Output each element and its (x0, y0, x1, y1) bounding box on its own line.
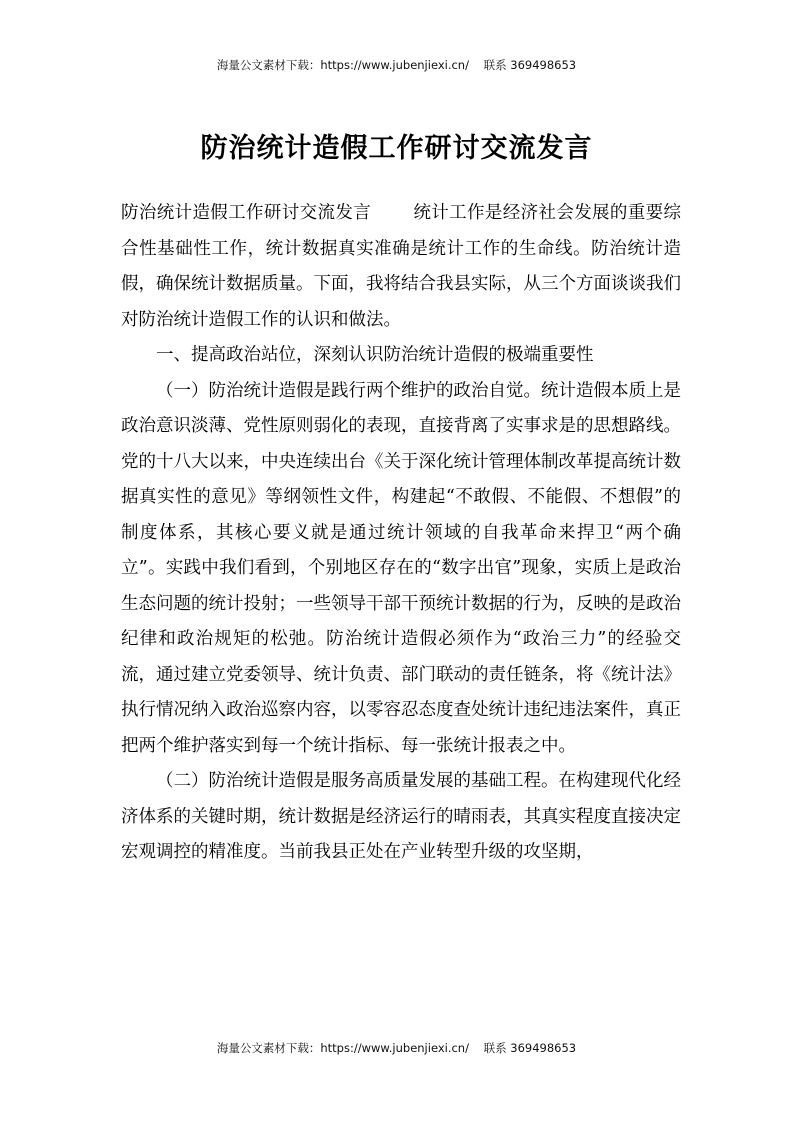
header-contact-label: 联系 369498653 (483, 58, 577, 72)
page-header (0, 57, 793, 73)
paragraph-1: （一）防治统计造假是践行两个维护的政治自觉。统计造假本质上是政治意识淡薄、党性原则弱化的表现，直接背离了实事求是的思想路线。党的十八大以来，中央连续出台《关于深化统计管理体制改革提高统计数据真实性的意见》等纲领性文件，构建起“不敢假、不能假、不想假”的制度体系，其核心要义就是通过统计领域的自我革命来捍卫“两个确立”。实践中我们看到，个别地区存在的“数字出官”现象，实质上是政治生态问题的统计投射；一些领导干部干预统计数据的行为，反映的是政治纪律和政治规矩的松弛。防治统计造假必须作为“政治三力”的经验交流，通过建立党委领导、统计负责、部门联动的责任链条，将《统计法》执行情况纳入政治巡察内容，以零容忍态度查处统计违纪违法案件，真正把两个维护落实到每一个统计指标、每一张统计报表之中。 (121, 380, 681, 756)
header-site-label: 海量公文素材下载：https://www.jubenjiexi.cn/ (216, 58, 469, 72)
footer-contact-label: 联系 369498653 (483, 1041, 577, 1055)
section-1-heading: 一、提高政治站位，深刻认识防治统计造假的极端重要性 (156, 345, 594, 365)
intro-paragraph (121, 196, 681, 338)
document-title: 防治统计造假工作研讨交流发言 (200, 133, 593, 164)
paragraph-2: （二）防治统计造假是服务高质量发展的基础工程。在构建现代化经济体系的关键时期，统计数据是经济运行的晴雨表，其真实程度直接决定宏观调控的精准度。当前我县正处在产业转型升级的攻坚期， (121, 771, 681, 862)
page-footer (0, 1040, 793, 1056)
document-body (121, 196, 681, 871)
intro-text: 统计工作是经济社会发展的重要综合性基础性工作，统计数据真实准确是统计工作的生命线。防治统计造假，确保统计数据质量。下面，我将结合我县实际，从三个方面谈谈我们对防治统计造假工作的认识和做法。 (121, 203, 682, 330)
intro-heading: 防治统计造假工作研讨交流发言 (121, 203, 372, 223)
footer-site-label: 海量公文素材下载：https://www.jubenjiexi.cn/ (216, 1041, 469, 1055)
